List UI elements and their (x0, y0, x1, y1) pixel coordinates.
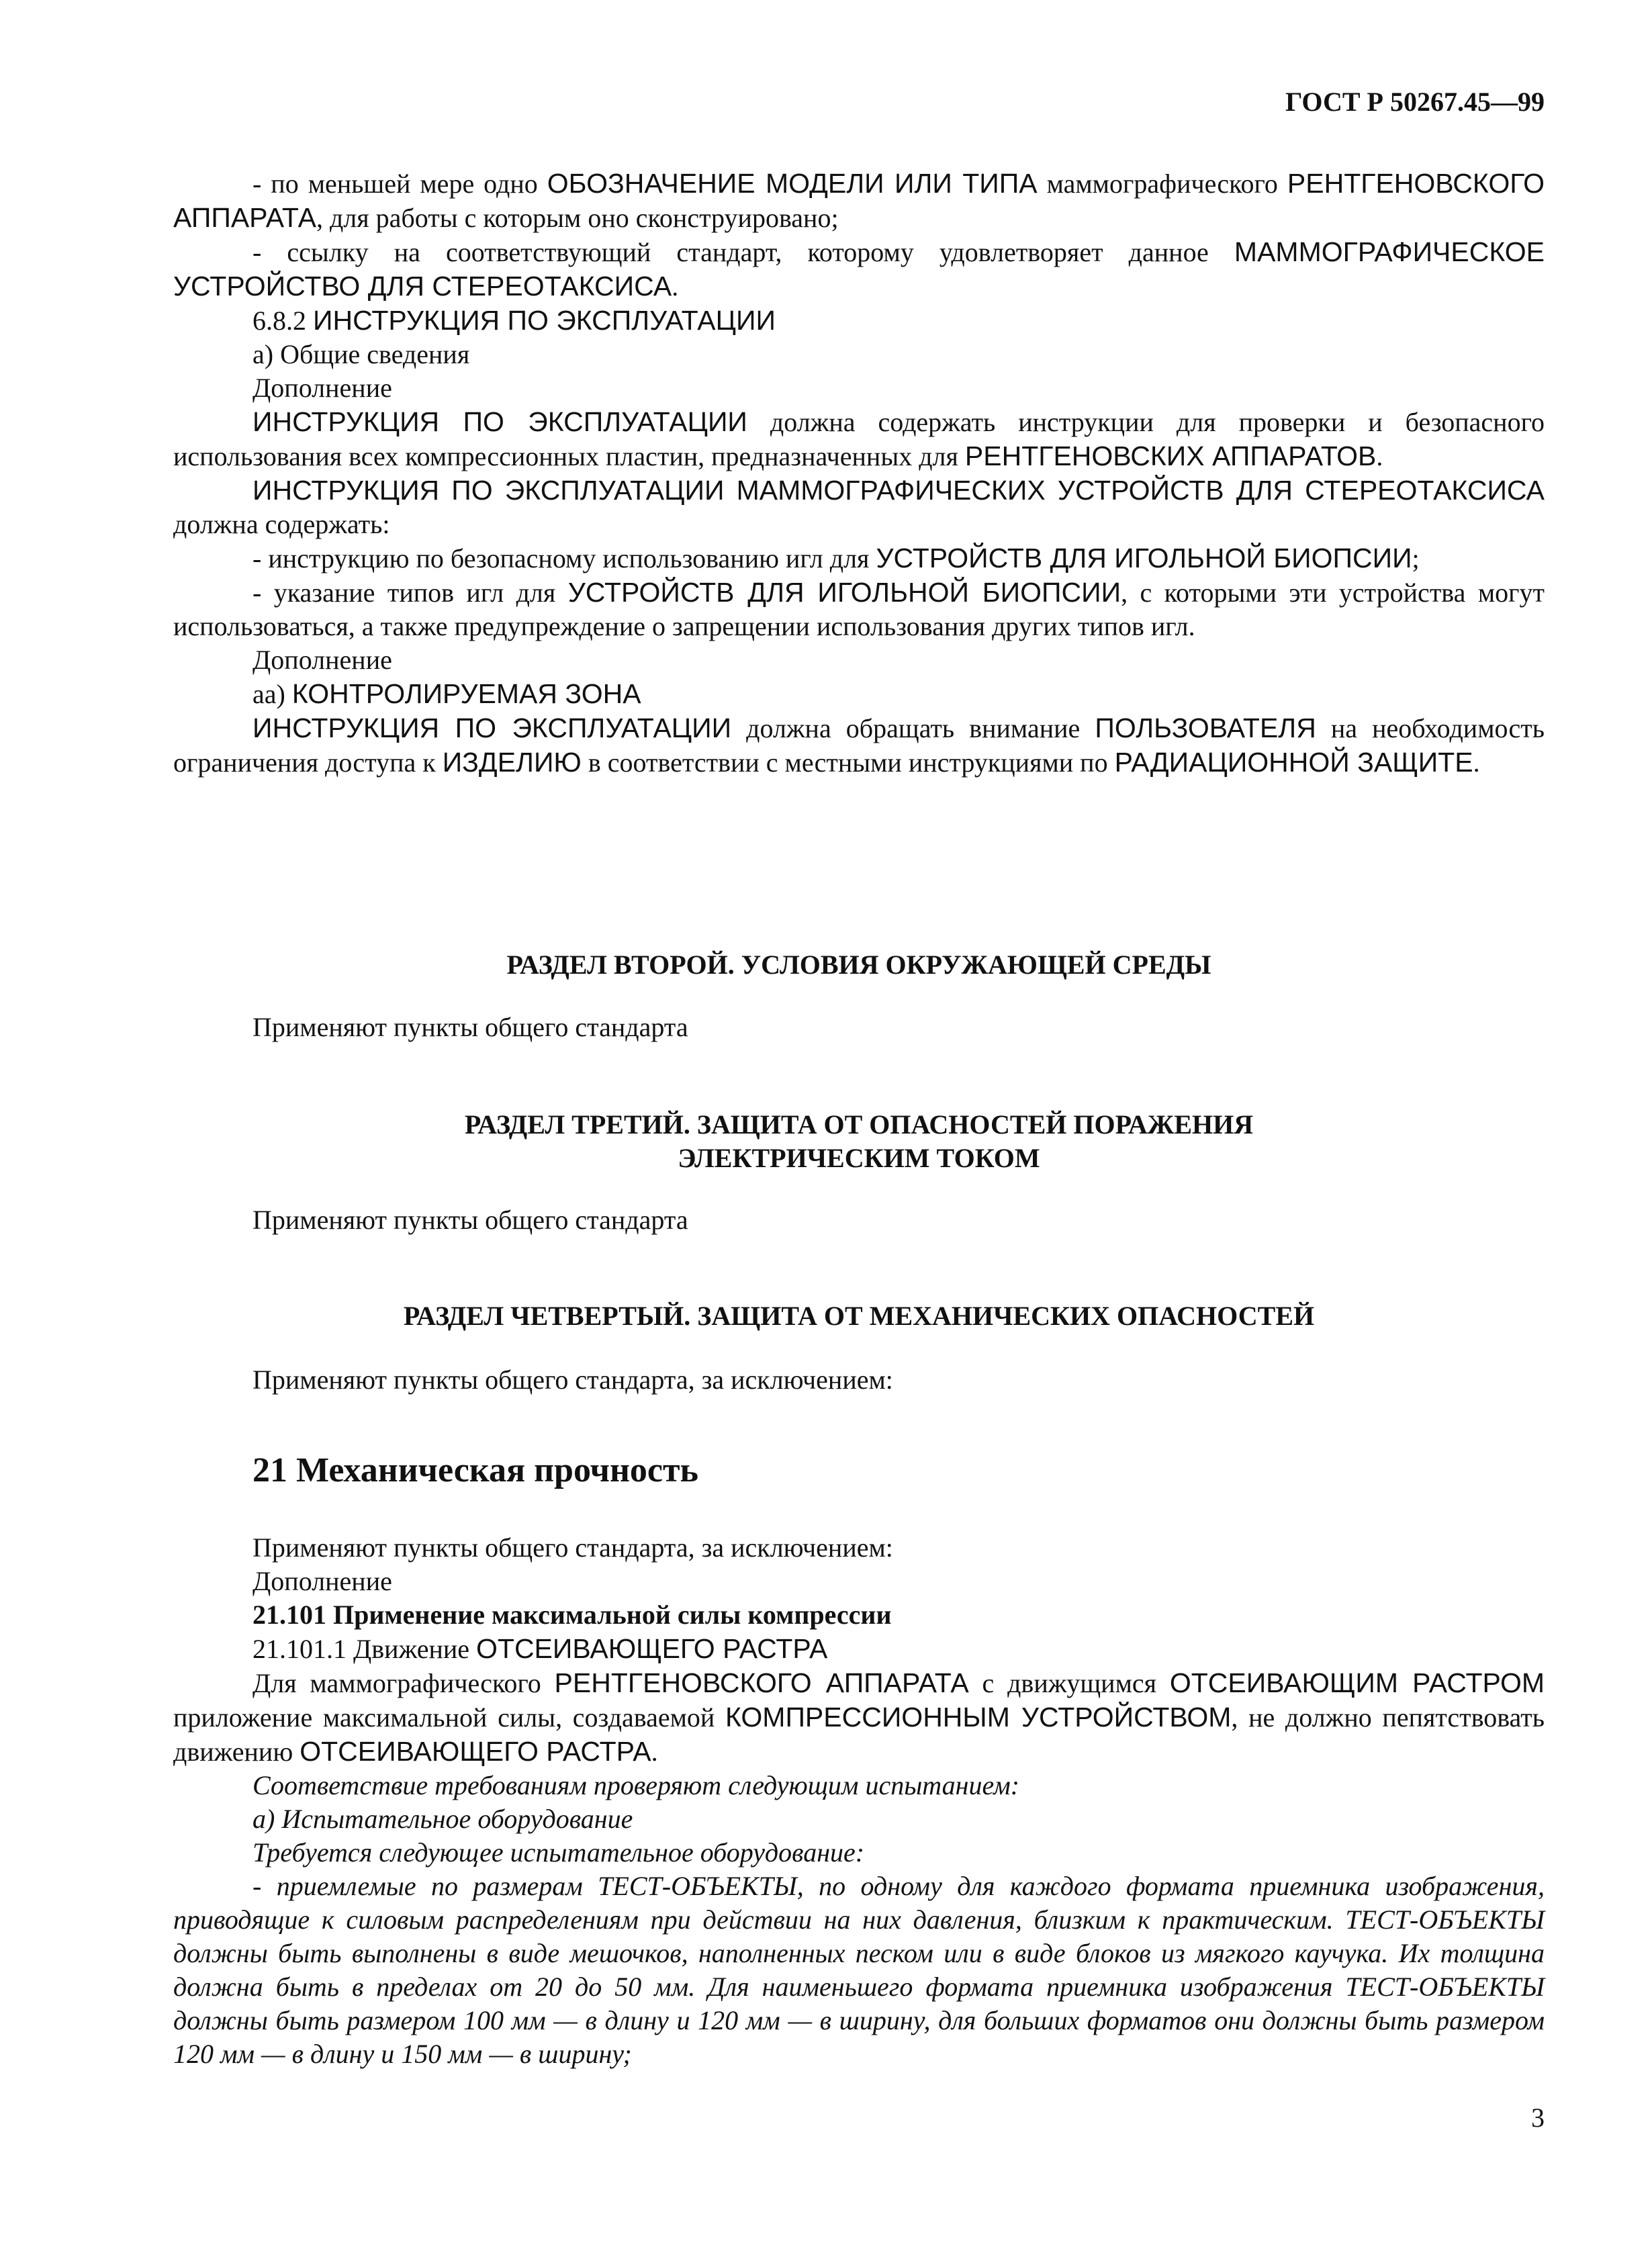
paragraph-standard-reference: - ссылку на соответствующий стандарт, которому удовлетворяет данное МАММОГРАФИЧЕСКОЕ УСТРОЙСТВО ДЛЯ СТЕРЕОТАКСИСА. (173, 236, 1545, 302)
section-two (173, 948, 1545, 982)
paragraph-access-restriction: ИНСТРУКЦИЯ ПО ЭКСПЛУАТАЦИИ должна обращать внимание ПОЛЬЗОВАТЕЛЯ на необходимость ограничения доступа к ИЗДЕЛИЮ в соответствии с местными инструкциями по РАДИАЦИОННОЙ ЗАЩИТЕ. (173, 712, 1545, 778)
clause-21 (173, 1450, 1545, 1491)
test-objects-paragraph: - приемлемые по размерам ТЕСТ-ОБЪЕКТЫ, по одному для каждого формата приемника изображения, приводящие к силовым распределениям при действии на них давления, близким к практическим. ТЕСТ-ОБЪЕКТЫ должны быть выполнены в виде мешочков, наполненных песком или в виде блоков из мягкого каучука. Их толщина должна быть в пределах от 20 до 50 мм. Для наименьшего формата приемника изображения ТЕСТ-ОБЪЕКТЫ должны быть размером 100 мм — в длину и 120 мм — в ширину, для больших форматов они должны быть размером 120 мм — в длину и 150 мм — в ширину; (173, 1871, 1545, 2069)
clause-6-8-2-title: 6.8.2 ИНСТРУКЦИЯ ПО ЭКСПЛУАТАЦИИ (253, 305, 776, 336)
item-controlled-area: аа) КОНТРОЛИРУЕМАЯ ЗОНА (253, 678, 641, 709)
test-equipment-item: а) Испытательное оборудование (253, 1804, 633, 1834)
section-three-body (173, 1203, 1545, 1237)
section-two-body (173, 1011, 1545, 1044)
section-text: Применяют пункты общего стандарта, за исключением: (253, 1365, 893, 1395)
section-title: РАЗДЕЛ ЧЕТВЕРТЫЙ. ЗАЩИТА ОТ МЕХАНИЧЕСКИХ ОПАСНОСТЕЙ (403, 1301, 1315, 1331)
addition-label: Дополнение (253, 1566, 392, 1596)
paragraph-grid-movement: Для маммографического РЕНТГЕНОВСКОГО АППАРАТА с движущимся ОТСЕИВАЮЩИМ РАСТРОМ приложение максимальной силы, создаваемой КОМПРЕССИОННЫМ УСТРОЙСТВОМ, не должно пепятствовать движению ОТСЕИВАЮЩЕГО РАСТРА. (173, 1667, 1545, 1767)
paragraph-compression-plates: ИНСТРУКЦИЯ ПО ЭКСПЛУАТАЦИИ должна содержать инструкции для проверки и безопасного использования всех компрессионных пластин, предназначенных для РЕНТГЕНОВСКИХ АППАРАТОВ. (173, 406, 1545, 471)
section-title-line-2: ЭЛЕКТРИЧЕСКИМ ТОКОМ (678, 1143, 1040, 1173)
clause-21-body (173, 1531, 1545, 2071)
section-four-body (173, 1363, 1545, 1397)
section-text: Применяют пункты общего стандарта (253, 1012, 688, 1042)
test-equipment-intro: Требуется следующее испытательное оборудование: (253, 1837, 865, 1868)
section-four (173, 1299, 1545, 1333)
page-number: 3 (1531, 2103, 1545, 2133)
clause-heading: 21 Механическая прочность (253, 1451, 699, 1489)
paragraph-needle-types: - указание типов игл для УСТРОЙСТВ ДЛЯ ИГОЛЬНОЙ БИОПСИИ, с которыми эти устройства могут использоваться, а также предупреждение о запрещении использования других типов игл. (173, 577, 1545, 641)
addition-label: Дополнение (253, 373, 392, 403)
paragraph-needle-safety: - инструкцию по безопасному использованию игл для УСТРОЙСТВ ДЛЯ ИГОЛЬНОЙ БИОПСИИ; (253, 543, 1420, 573)
clause-text: Применяют пункты общего стандарта, за исключением: (253, 1532, 893, 1563)
subclause-21-101-1: 21.101.1 Движение ОТСЕИВАЮЩЕГО РАСТРА (253, 1633, 828, 1664)
subclause-title: 21.101 Применение максимальной силы компрессии (253, 1600, 892, 1630)
section-title-line-1: РАЗДЕЛ ТРЕТИЙ. ЗАЩИТА ОТ ОПАСНОСТЕЙ ПОРАЖЕНИЯ (464, 1109, 1254, 1140)
item-general-info: а) Общие сведения (253, 339, 470, 369)
compliance-text: Соответствие требованиям проверяют следующим испытанием: (253, 1770, 1020, 1800)
section-title: РАЗДЕЛ ВТОРОЙ. УСЛОВИЯ ОКРУЖАЮЩЕЙ СРЕДЫ (506, 950, 1211, 980)
addition-label: Дополнение (253, 645, 392, 675)
paragraph-model-type: - по меньшей мере одно ОБОЗНАЧЕНИЕ МОДЕЛИ ИЛИ ТИПА маммографического РЕНТГЕНОВСКОГО АППАРАТА, для работы с которым оно сконструировано; (173, 168, 1545, 233)
section-text: Применяют пункты общего стандарта (253, 1205, 688, 1235)
section-three (173, 1108, 1545, 1175)
standard-designation: ГОСТ Р 50267.45—99 (1285, 87, 1545, 117)
clause-6-8-block (173, 167, 1545, 780)
paragraph-stereotaxis-instructions: ИНСТРУКЦИЯ ПО ЭКСПЛУАТАЦИИ МАММОГРАФИЧЕСКИХ УСТРОЙСТВ ДЛЯ СТЕРЕОТАКСИСА должна содержать: (173, 475, 1545, 539)
